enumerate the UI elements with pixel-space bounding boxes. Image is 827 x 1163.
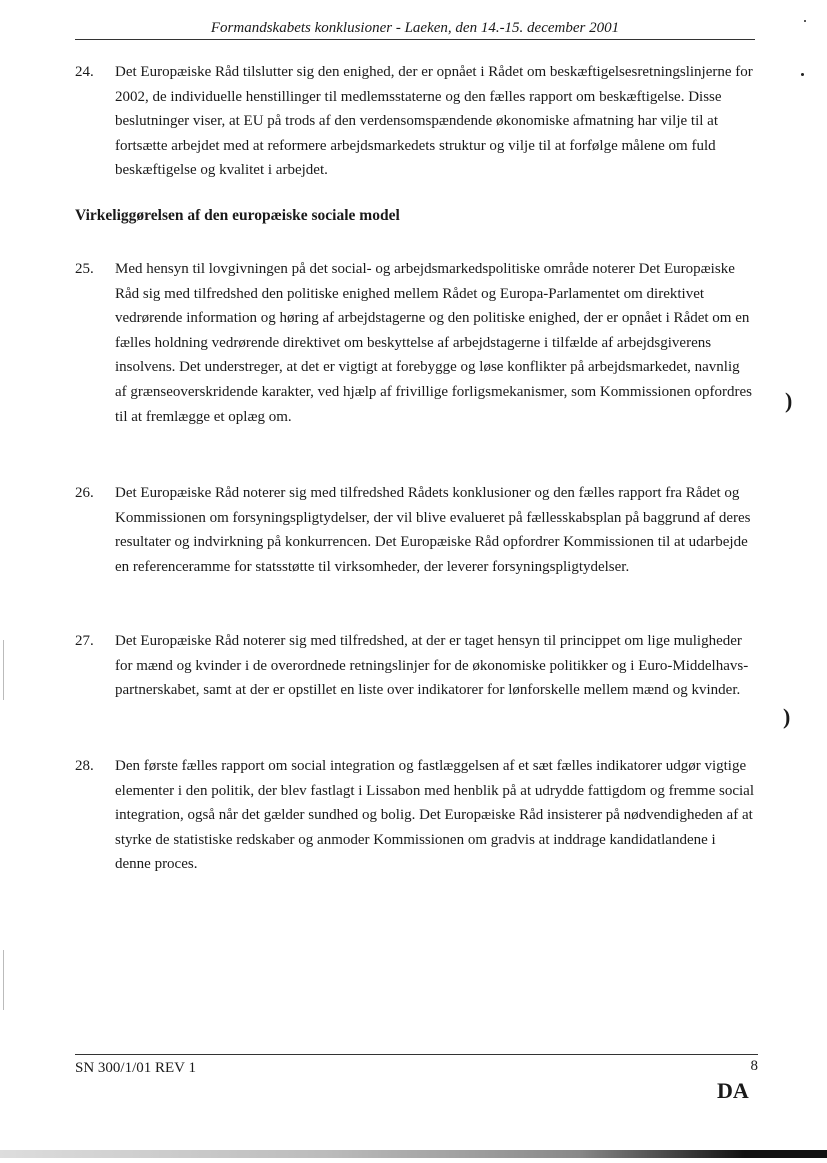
paragraph-number: 24. (75, 64, 94, 80)
scan-edge-line (3, 640, 4, 700)
scan-edge-line (3, 950, 4, 1010)
paragraph-27 (75, 629, 765, 703)
paragraph-text: Det Europæiske Råd tilslutter sig den enighed, der er opnået i Rådet om beskæftigelsesretningslinjerne for 2002, de individuelle henstillinger til medlemsstaterne og den fælles rapport om beskæftigelse. Disse beslutninger viser, at EU på trods af den verdensomspændende økonomiske afmatning har vilje til at fortsætte arbejdet med at reformere arbejdsmarkedets struktur og vilje til at forfølge målene om fuld beskæftigelse og kvalitet i arbejdet. (115, 64, 753, 179)
margin-mark: ) (785, 388, 793, 413)
paragraph-text: Det Europæiske Råd noterer sig med tilfredshed Rådets konklusioner og den fælles rapport fra Rådet og Kommissionen om forsyningspligtydelser, der vil blive evalueret på fællesskabsplan på baggrund af deres resultater og indvirkning på konkurrencen. Det Europæiske Råd opfordrer Kommissionen til at udarbejde en referenceramme for statsstøtte til virksomheder, der leverer forsyningspligtydelser. (115, 485, 751, 575)
page-number: 8 (750, 1058, 758, 1074)
document-reference: SN 300/1/01 REV 1 (75, 1060, 196, 1076)
section-heading: Virkeliggørelsen af den europæiske sociale model (75, 207, 400, 224)
paragraph-text: Med hensyn til lovgivningen på det social- og arbejdsmarkedspolitiske område noterer Det Europæiske Råd sig med tilfredshed den politiske enighed mellem Rådet og Europa-Parlamentet om direktivet vedrørende information og høring af arbejdstagerne og den politiske enighed, der er opnået i Rådet om en fælles holdning vedrørende direktivet om beskyttelse af arbejdstagerne i tilfælde af arbejdsgiverens insolvens. Det understreger, at det er vigtigt at forebygge og løse konflikter på arbejdsmarkedet, navnlig af grænseoverskridende karakter, ved hjælp af frivillige forligsmekanismer, som Kommissionen opfordres til at fremlægge et oplæg om. (115, 261, 752, 425)
paragraph-number: 26. (75, 485, 94, 501)
scan-artifact-bar (0, 1150, 827, 1158)
language-code: DA (717, 1078, 749, 1103)
footer-rule (75, 1054, 758, 1055)
paragraph-text: Den første fælles rapport om social integration og fastlæggelsen af et sæt fælles indikatorer udgør vigtige elementer i den politik, der blev fastlagt i Lissabon med henblik på at udrydde fattigdom og fremme social integration, også når det gælder sundhed og bolig. Det Europæiske Råd insisterer på nødvendigheden af at styrke de statistiske redskaber og anmoder Kommissionen om gradvis at inddrage kandidatlandene i denne proces. (115, 758, 754, 873)
page-header: Formandskabets konklusioner - Laeken, den 14.-15. december 2001 (75, 20, 755, 40)
paragraph-26 (75, 481, 765, 579)
paragraph-text: Det Europæiske Råd noterer sig med tilfredshed, at der er taget hensyn til princippet om lige muligheder for mænd og kvinder i de overordnede retningslinjer for de økonomiske politikker og i Euro-Middelhavs-partnerskabet, samt at der er opstillet en liste over indikatorer for lønforskelle mellem mænd og kvinder. (115, 633, 749, 699)
scan-speck (804, 20, 806, 22)
paragraph-24 (75, 60, 765, 183)
margin-mark: ) (783, 704, 791, 729)
paragraph-number: 25. (75, 261, 94, 277)
paragraph-25 (75, 257, 765, 429)
paragraph-number: 27. (75, 633, 94, 649)
paragraph-number: 28. (75, 758, 94, 774)
paragraph-28 (75, 754, 765, 877)
scan-speck (801, 73, 804, 76)
